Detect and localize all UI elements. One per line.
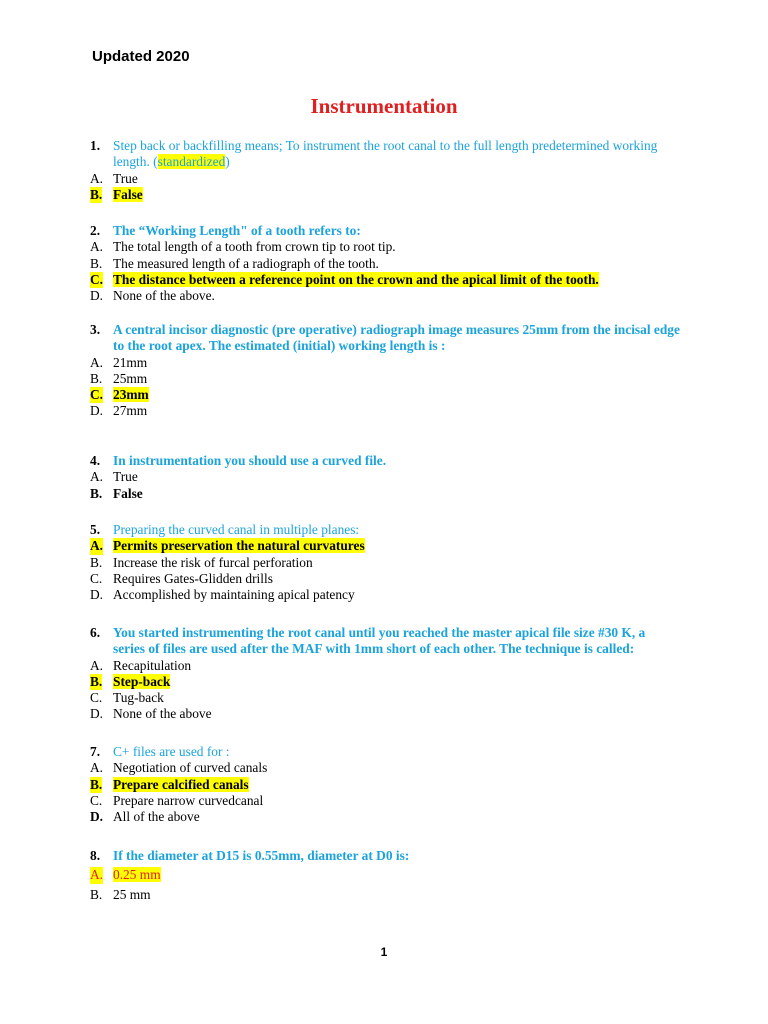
- option-text: Prepare narrow curvedcanal: [113, 792, 264, 808]
- document-header: Updated 2020: [92, 48, 190, 65]
- option: [90, 555, 680, 571]
- option-text: 0.25 mm: [113, 867, 161, 883]
- option-letter: A.: [90, 867, 104, 883]
- option-text: All of the above: [113, 809, 200, 825]
- option-letter: B.: [90, 886, 103, 902]
- option-letter: A.: [90, 239, 104, 255]
- question-text: C+ files are used for :: [113, 744, 230, 759]
- option-text: The measured length of a radiograph of the tooth.: [113, 255, 379, 271]
- question-text: In instrumentation you should use a curved file.: [113, 453, 387, 468]
- option-text: 27mm: [113, 403, 148, 419]
- question-stem: [90, 223, 680, 239]
- question-text: If the diameter at D15 is 0.55mm, diameter at D0 is:: [113, 848, 410, 863]
- option-text: True: [113, 170, 138, 186]
- question-text: The “Working Length" of a tooth refers to:: [113, 223, 361, 238]
- option: [90, 793, 680, 809]
- option-letter: D.: [90, 403, 104, 419]
- option-correct: [90, 272, 680, 288]
- question-text: Preparing the curved canal in multiple planes:: [113, 522, 360, 537]
- option-letter: A.: [90, 170, 104, 186]
- option-letter: D.: [90, 706, 104, 722]
- option-letter: B.: [90, 776, 103, 792]
- option-letter: C.: [90, 690, 103, 706]
- options-list: [90, 658, 680, 723]
- option-letter: C.: [90, 792, 103, 808]
- option-text: Permits preservation the natural curvatures: [113, 538, 365, 554]
- option-text: Prepare calcified canals: [113, 776, 249, 792]
- question-number: 6.: [90, 625, 101, 640]
- question-text: A central incisor diagnostic (pre operative) radiograph image measures 25mm from the incisal edge to the root apex. The estimated (initial) working length is :: [113, 322, 680, 354]
- option-letter: C.: [90, 570, 103, 586]
- page-number: 1: [380, 945, 388, 959]
- question-8: [90, 848, 680, 903]
- option-letter: C.: [90, 387, 104, 403]
- option-letter: A.: [90, 760, 104, 776]
- option-letter: C.: [90, 271, 104, 287]
- question-5: [90, 522, 680, 603]
- option: [90, 690, 680, 706]
- option: [90, 469, 680, 485]
- option-text: Increase the risk of furcal perforation: [113, 554, 313, 570]
- question-text: You started instrumenting the root canal until you reached the master apical file size #30 K, a series of files are used after the MAF with 1mm short of each other. The technique is called:: [113, 625, 646, 657]
- option-letter: A.: [90, 354, 104, 370]
- question-7: [90, 744, 680, 825]
- option-text: 25 mm: [113, 886, 151, 902]
- option-text: None of the above: [113, 706, 212, 722]
- question-1: [90, 138, 680, 203]
- option-letter: B.: [90, 554, 103, 570]
- question-stem: [90, 744, 680, 760]
- option-letter: D.: [90, 587, 104, 603]
- question-6: [90, 625, 680, 723]
- option-letter: D.: [90, 809, 104, 825]
- question-number: 4.: [90, 453, 101, 468]
- option: [90, 355, 680, 371]
- option: [90, 760, 680, 776]
- option-text: Step-back: [113, 673, 171, 689]
- option: [90, 288, 680, 304]
- option: [90, 371, 680, 387]
- option-letter: B.: [90, 370, 103, 386]
- option-correct: [90, 486, 680, 502]
- options-list: [90, 760, 680, 825]
- option-text: Negotiation of curved canals: [113, 760, 268, 776]
- question-stem: [90, 625, 680, 658]
- option-letter: A.: [90, 538, 104, 554]
- option-text: Recapitulation: [113, 657, 192, 673]
- option-letter: A.: [90, 469, 104, 485]
- question-number: 3.: [90, 322, 101, 337]
- question-number: 7.: [90, 744, 101, 759]
- question-3: [90, 322, 680, 420]
- question-stem: [90, 848, 680, 864]
- option: [90, 403, 680, 419]
- option-correct: [90, 674, 680, 690]
- option-text: Accomplished by maintaining apical patency: [113, 587, 355, 603]
- option-letter: B.: [90, 485, 103, 501]
- question-4: [90, 453, 680, 502]
- option-text: Requires Gates-Glidden drills: [113, 570, 273, 586]
- option: [90, 239, 680, 255]
- option-text: 23mm: [113, 387, 149, 403]
- option-correct: [90, 777, 680, 793]
- options-list: [90, 355, 680, 420]
- option-text: 25mm: [113, 370, 148, 386]
- option: [90, 809, 680, 825]
- option-letter: B.: [90, 255, 103, 271]
- question-number: 8.: [90, 848, 101, 863]
- options-list: [90, 469, 680, 502]
- document-title: Instrumentation: [310, 94, 458, 118]
- option-text: None of the above.: [113, 288, 215, 304]
- options-list: [90, 171, 680, 204]
- question-text: [113, 138, 657, 169]
- question-stem: [90, 453, 680, 469]
- highlighted-term: standardized: [157, 154, 226, 170]
- option-letter: D.: [90, 288, 104, 304]
- option-letter: A.: [90, 657, 104, 673]
- question-stem: [90, 322, 680, 355]
- option: [90, 571, 680, 587]
- option: [90, 587, 680, 603]
- options-list: [90, 538, 680, 603]
- option-text: True: [113, 469, 138, 485]
- question-text-part: ): [225, 154, 230, 170]
- question-2: [90, 223, 680, 304]
- option-letter: B.: [90, 186, 103, 202]
- options-list: [90, 867, 680, 903]
- option-text: The total length of a tooth from crown tip to root tip.: [113, 239, 396, 255]
- option: [90, 706, 680, 722]
- option: [90, 887, 680, 903]
- option: [90, 171, 680, 187]
- options-list: [90, 239, 680, 304]
- option-text: The distance between a reference point on the crown and the apical limit of the tooth.: [113, 271, 599, 287]
- question-number: 2.: [90, 223, 101, 238]
- option-letter: B.: [90, 673, 103, 689]
- question-text-part: Step back or backfilling means; To instrument the root canal to the full length predetermined working length. (: [113, 138, 658, 170]
- question-number: 5.: [90, 522, 101, 537]
- option-text: 21mm: [113, 354, 148, 370]
- option-text: False: [113, 186, 143, 202]
- question-stem: [90, 522, 680, 538]
- option-correct: [90, 187, 680, 203]
- option: [90, 256, 680, 272]
- question-stem: [90, 138, 680, 171]
- option-correct: [90, 387, 680, 403]
- question-number: 1.: [90, 138, 101, 153]
- option-text: False: [113, 485, 143, 501]
- option-correct: [90, 867, 680, 883]
- option-text: Tug-back: [113, 690, 164, 706]
- option: [90, 658, 680, 674]
- option-correct: [90, 538, 680, 554]
